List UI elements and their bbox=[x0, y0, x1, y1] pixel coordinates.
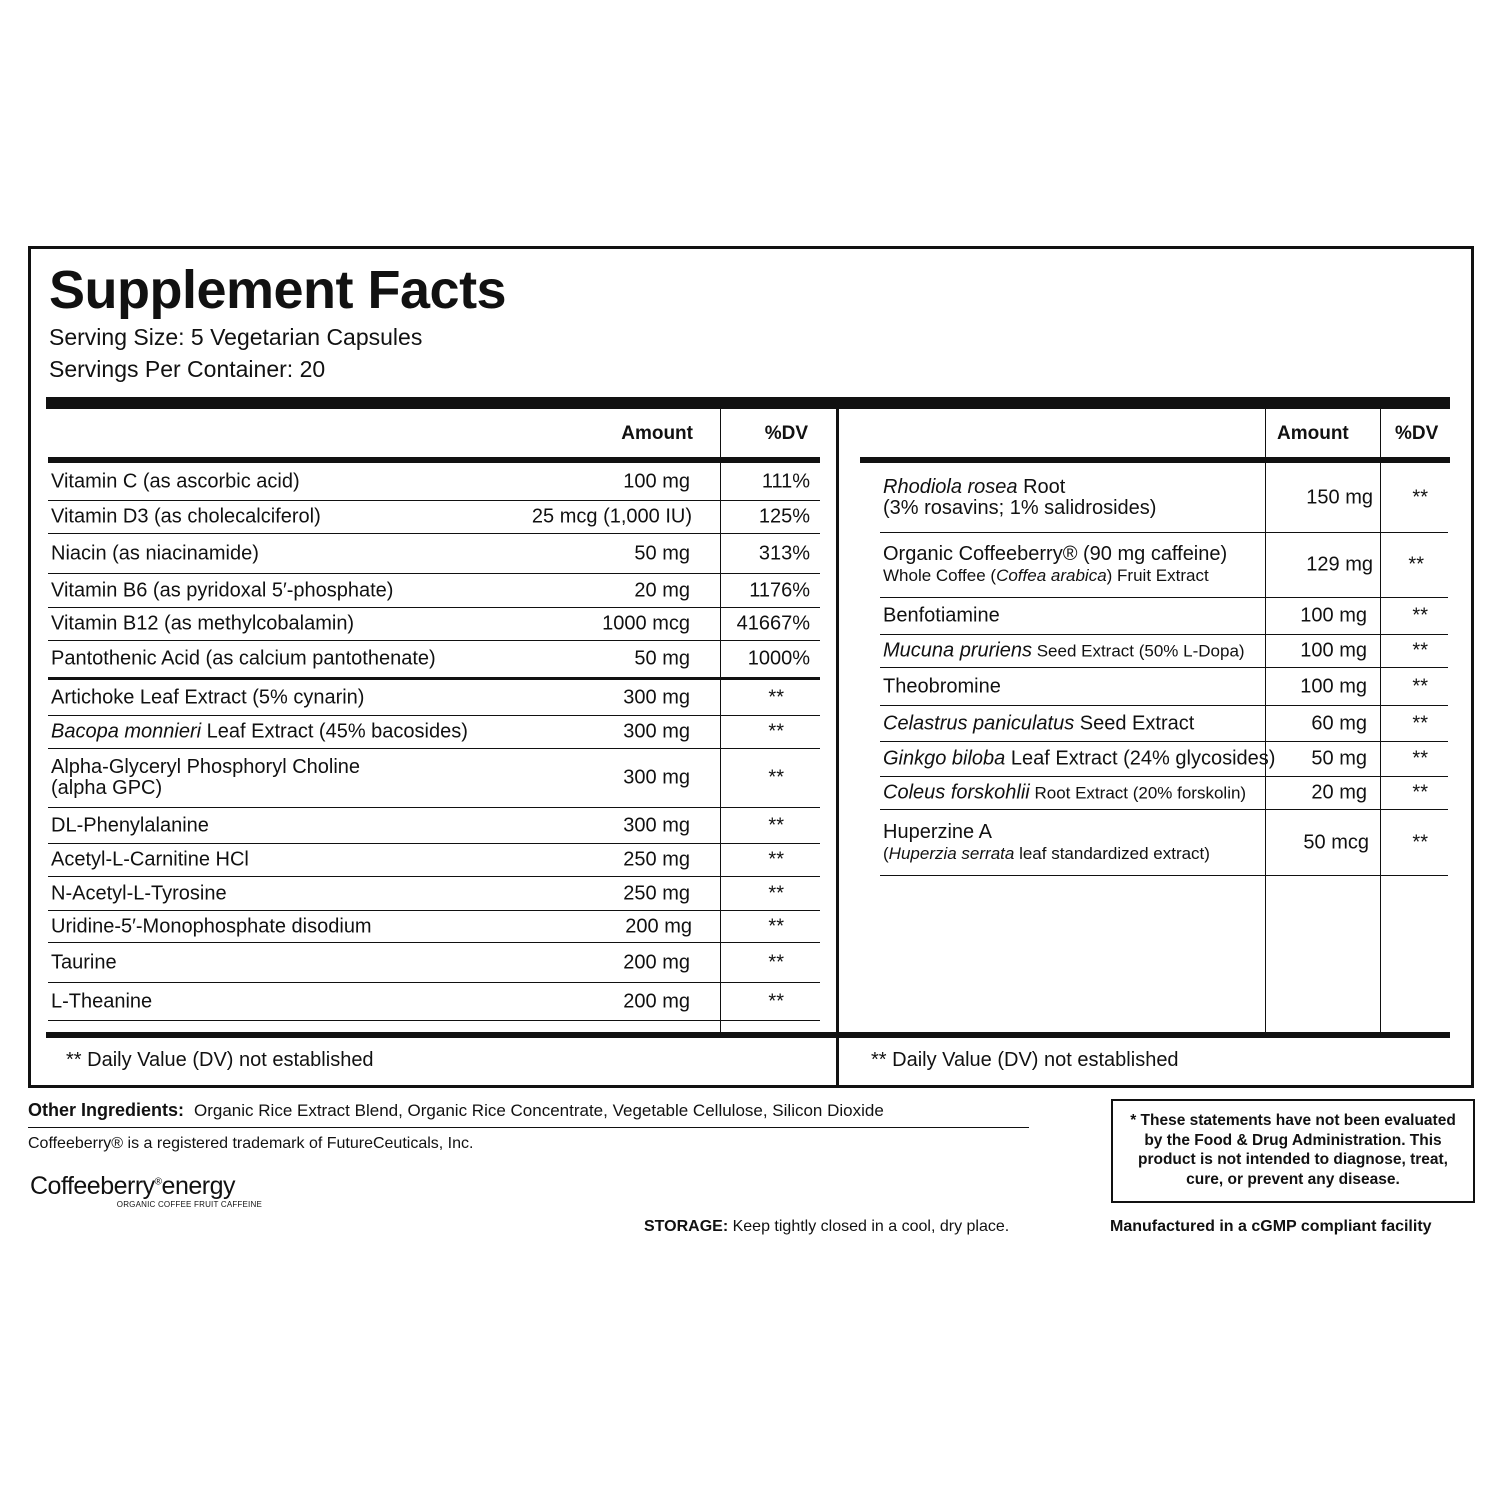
table-row: Organic Coffeeberry® (90 mg caffeine) Whole Coffee (Coffea arabica) Fruit Extract 129 mg ** bbox=[880, 533, 1448, 598]
table-row: Uridine-5′-Monophosphate disodium 200 mg ** bbox=[48, 911, 820, 943]
table-row: Theobromine 100 mg ** bbox=[880, 668, 1448, 706]
table-row: Celastrus paniculatus Seed Extract 60 mg ** bbox=[880, 706, 1448, 742]
table-row: Mucuna pruriens Seed Extract (50% L-Dopa) 100 mg ** bbox=[880, 635, 1448, 668]
supplement-facts-panel bbox=[28, 246, 1474, 1088]
right-footnote: ** Daily Value (DV) not established bbox=[871, 1049, 1179, 1071]
dv-header: %DV bbox=[764, 423, 808, 444]
other-ingredients-label: Other Ingredients: bbox=[28, 1100, 185, 1120]
manufacturing-note: Manufactured in a cGMP compliant facility bbox=[1110, 1218, 1432, 1235]
left-footnote: ** Daily Value (DV) not established bbox=[66, 1049, 374, 1071]
servings-per-container: Servings Per Container: 20 bbox=[49, 356, 326, 382]
table-row: Coleus forskohlii Root Extract (20% forskolin) 20 mg ** bbox=[880, 777, 1448, 810]
trademark-notice: Coffeeberry® is a registered trademark of FutureCeuticals, Inc. bbox=[28, 1135, 474, 1152]
serving-info bbox=[49, 321, 422, 385]
right-rows bbox=[880, 463, 1448, 876]
serving-size: Serving Size: 5 Vegetarian Capsules bbox=[49, 324, 423, 350]
amount-header: Amount bbox=[1277, 423, 1349, 444]
panel-title: Supplement Facts bbox=[49, 260, 507, 320]
dv-header: %DV bbox=[1395, 423, 1439, 444]
table-row: Vitamin B12 (as methylcobalamin) 1000 mcg 41667% bbox=[48, 608, 820, 641]
table-row: Taurine 200 mg ** bbox=[48, 943, 820, 983]
table-row: Vitamin B6 (as pyridoxal 5′-phosphate) 20 mg 1176% bbox=[48, 574, 820, 608]
storage-instructions: STORAGE: Keep tightly closed in a cool, dry place. bbox=[644, 1218, 1010, 1235]
left-rows bbox=[48, 463, 820, 1021]
top-rule bbox=[46, 397, 1450, 409]
table-row: N-Acetyl-L-Tyrosine 250 mg ** bbox=[48, 877, 820, 911]
coffeeberry-logo: Coffeeberry®energy ORGANIC COFFEE FRUIT CAFFEINE bbox=[30, 1172, 262, 1209]
column-divider bbox=[836, 409, 839, 1088]
amount-header: Amount bbox=[621, 423, 693, 444]
table-row: Bacopa monnieri Leaf Extract (45% bacosides) 300 mg ** bbox=[48, 716, 820, 749]
table-row: DL-Phenylalanine 300 mg ** bbox=[48, 808, 820, 844]
other-ingredients-text: Organic Rice Extract Blend, Organic Rice Concentrate, Vegetable Cellulose, Silicon Dioxide bbox=[194, 1101, 884, 1120]
table-row: Vitamin D3 (as cholecalciferol) 25 mcg (1,000 IU) 125% bbox=[48, 501, 820, 534]
table-row: Artichoke Leaf Extract (5% cynarin) 300 mg ** bbox=[48, 680, 820, 716]
logo-tagline: ORGANIC COFFEE FRUIT CAFFEINE bbox=[116, 1200, 262, 1209]
fda-disclaimer-box: * These statements have not been evaluated by the Food & Drug Administration. This product is not intended to diagnose, treat, cure, or prevent any disease. bbox=[1111, 1099, 1475, 1203]
table-row: Rhodiola rosea Root (3% rosavins; 1% salidrosides) 150 mg ** bbox=[880, 463, 1448, 533]
left-table-header bbox=[48, 409, 820, 463]
table-row: Acetyl-L-Carnitine HCl 250 mg ** bbox=[48, 844, 820, 877]
table-row: Pantothenic Acid (as calcium pantothenate) 50 mg 1000% bbox=[48, 641, 820, 680]
table-row: Huperzine A (Huperzia serrata leaf standardized extract) 50 mcg ** bbox=[880, 810, 1448, 876]
bottom-rule bbox=[46, 1032, 1450, 1038]
table-row: Benfotiamine 100 mg ** bbox=[880, 598, 1448, 635]
right-nutrient-table bbox=[860, 409, 1450, 1032]
table-row: Alpha-Glyceryl Phosphoryl Choline (alpha GPC) 300 mg ** bbox=[48, 749, 820, 808]
table-row: Ginkgo biloba Leaf Extract (24% glycosides) 50 mg ** bbox=[880, 742, 1448, 777]
other-ingredients bbox=[28, 1100, 1029, 1128]
right-table-header bbox=[860, 409, 1450, 463]
table-row: Vitamin C (as ascorbic acid) 100 mg 111% bbox=[48, 463, 820, 501]
table-row: Niacin (as niacinamide) 50 mg 313% bbox=[48, 534, 820, 574]
table-row: L-Theanine 200 mg ** bbox=[48, 983, 820, 1021]
left-nutrient-table bbox=[48, 409, 820, 1032]
